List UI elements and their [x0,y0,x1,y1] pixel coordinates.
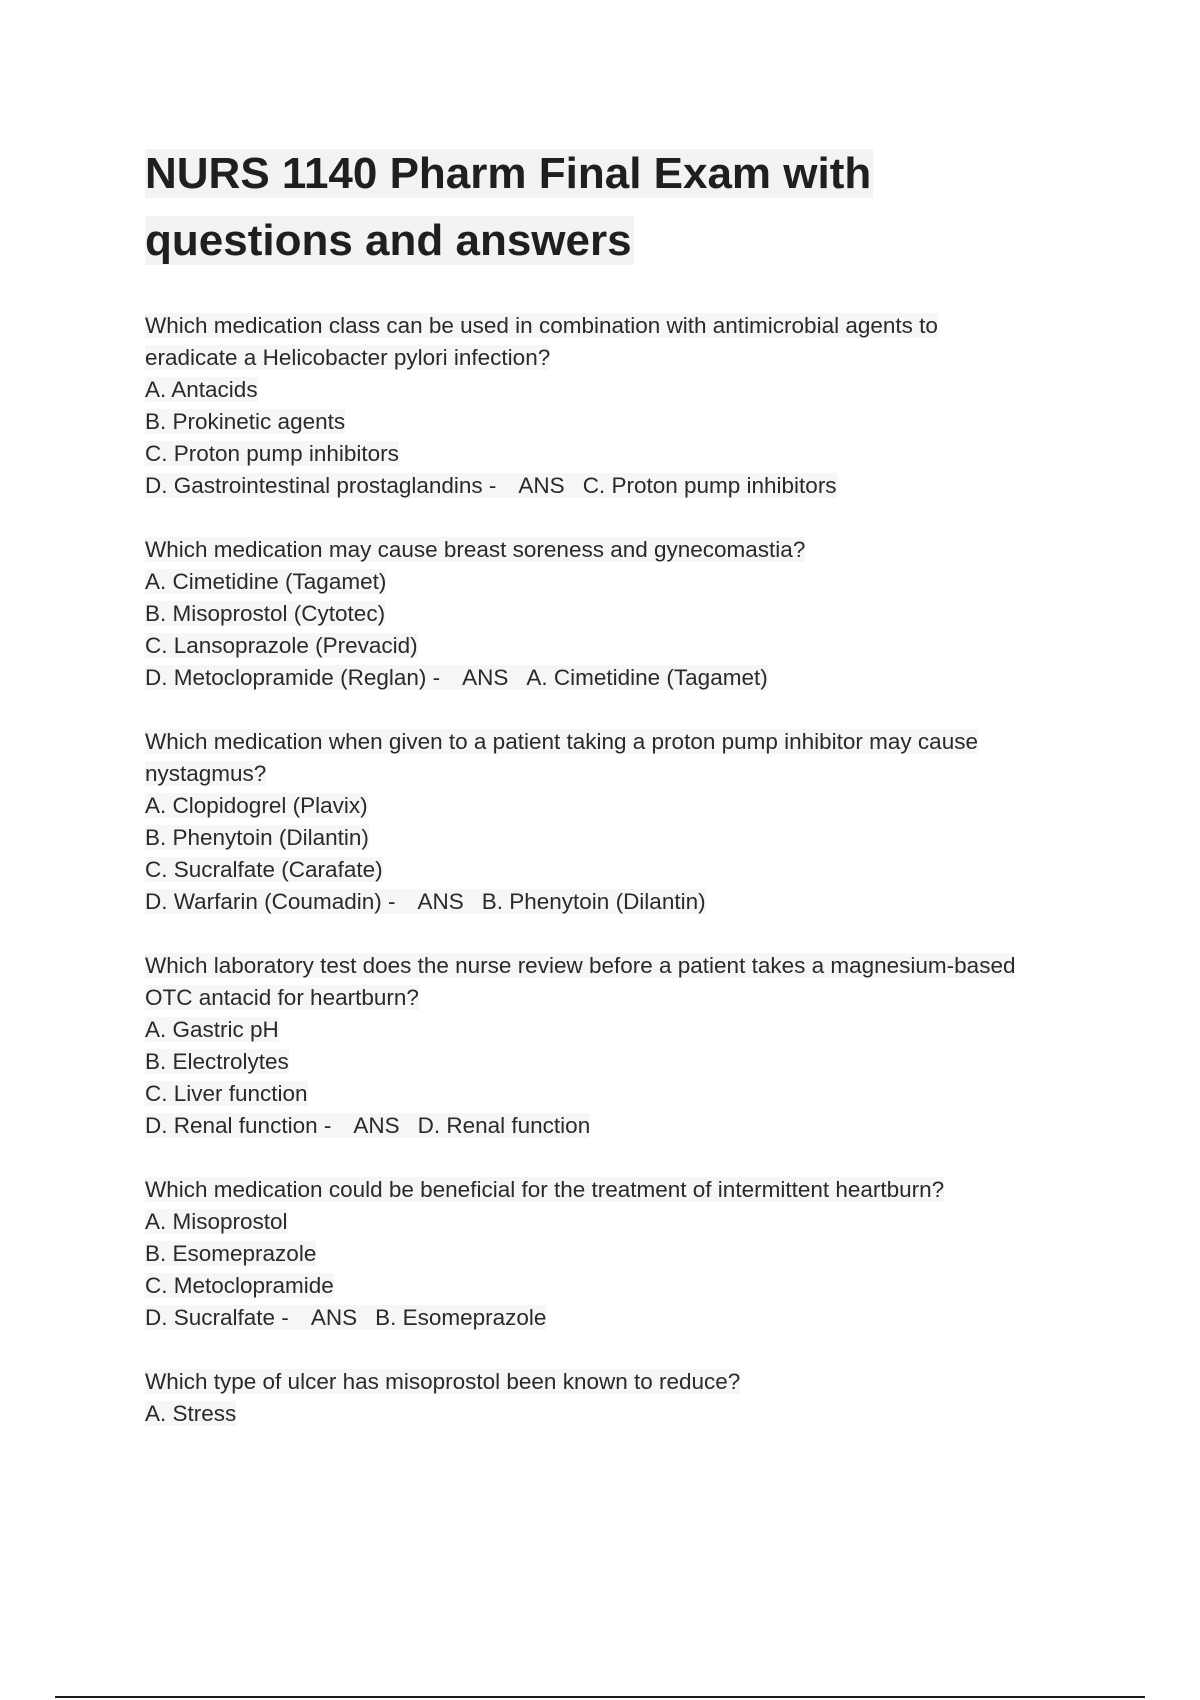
correct-answer: D. Renal function [417,1113,591,1138]
question-text: Which medication could be beneficial for the treatment of intermittent heartburn? [145,1177,945,1202]
ans-label: ANS [518,473,565,498]
title-line-2: questions and answers [145,216,632,265]
answer-option: C. Liver function [145,1081,308,1106]
correct-answer: C. Proton pump inhibitors [582,473,837,498]
question-text: Which medication class can be used in combination with antimicrobial agents to [145,313,938,338]
answer-option: D. Warfarin (Coumadin) - [145,889,396,914]
answer-option: A. Clopidogrel (Plavix) [145,793,368,818]
question-block [145,534,1105,694]
answer-option: A. Stress [145,1401,237,1426]
question-block [145,310,1105,502]
correct-answer: B. Esomeprazole [375,1305,547,1330]
question-block [145,1366,1105,1430]
ans-label: ANS [310,1305,358,1330]
answer-option: A. Antacids [145,377,258,402]
question-block [145,950,1105,1142]
question-text: OTC antacid for heartburn? [145,985,419,1010]
question-text: eradicate a Helicobacter pylori infection? [145,345,551,370]
answer-option: D. Metoclopramide (Reglan) - [145,665,441,690]
question-text: Which laboratory test does the nurse review before a patient takes a magnesium-based [145,953,1016,978]
question-text: Which medication when given to a patient taking a proton pump inhibitor may cause [145,729,978,754]
answer-option: A. Misoprostol [145,1209,288,1234]
answer-option: C. Lansoprazole (Prevacid) [145,633,418,658]
answer-option: C. Proton pump inhibitors [145,441,399,466]
ans-label: ANS [462,665,509,690]
ans-label: ANS [417,889,464,914]
answer-option: B. Misoprostol (Cytotec) [145,601,386,626]
answer-option: B. Esomeprazole [145,1241,317,1266]
question-block [145,1174,1105,1334]
answer-option: A. Gastric pH [145,1017,279,1042]
answer-option: D. Sucralfate - [145,1305,289,1330]
question-block [145,726,1105,918]
answer-option: D. Renal function - [145,1113,332,1138]
correct-answer: B. Phenytoin (Dilantin) [481,889,706,914]
question-text: Which medication may cause breast soreness and gynecomastia? [145,537,806,562]
answer-option: A. Cimetidine (Tagamet) [145,569,387,594]
answer-option: B. Electrolytes [145,1049,289,1074]
answer-option: B. Phenytoin (Dilantin) [145,825,369,850]
footer-divider [55,1696,1145,1698]
question-text: Which type of ulcer has misoprostol been known to reduce? [145,1369,741,1394]
answer-option: C. Metoclopramide [145,1273,334,1298]
question-text: nystagmus? [145,761,267,786]
answer-option: B. Prokinetic agents [145,409,346,434]
correct-answer: A. Cimetidine (Tagamet) [526,665,768,690]
question-list [145,310,1105,1462]
document-title [145,140,1105,274]
ans-label: ANS [353,1113,400,1138]
answer-option: D. Gastrointestinal prostaglandins - [145,473,497,498]
answer-option: C. Sucralfate (Carafate) [145,857,383,882]
title-line-1: NURS 1140 Pharm Final Exam with [145,149,872,198]
